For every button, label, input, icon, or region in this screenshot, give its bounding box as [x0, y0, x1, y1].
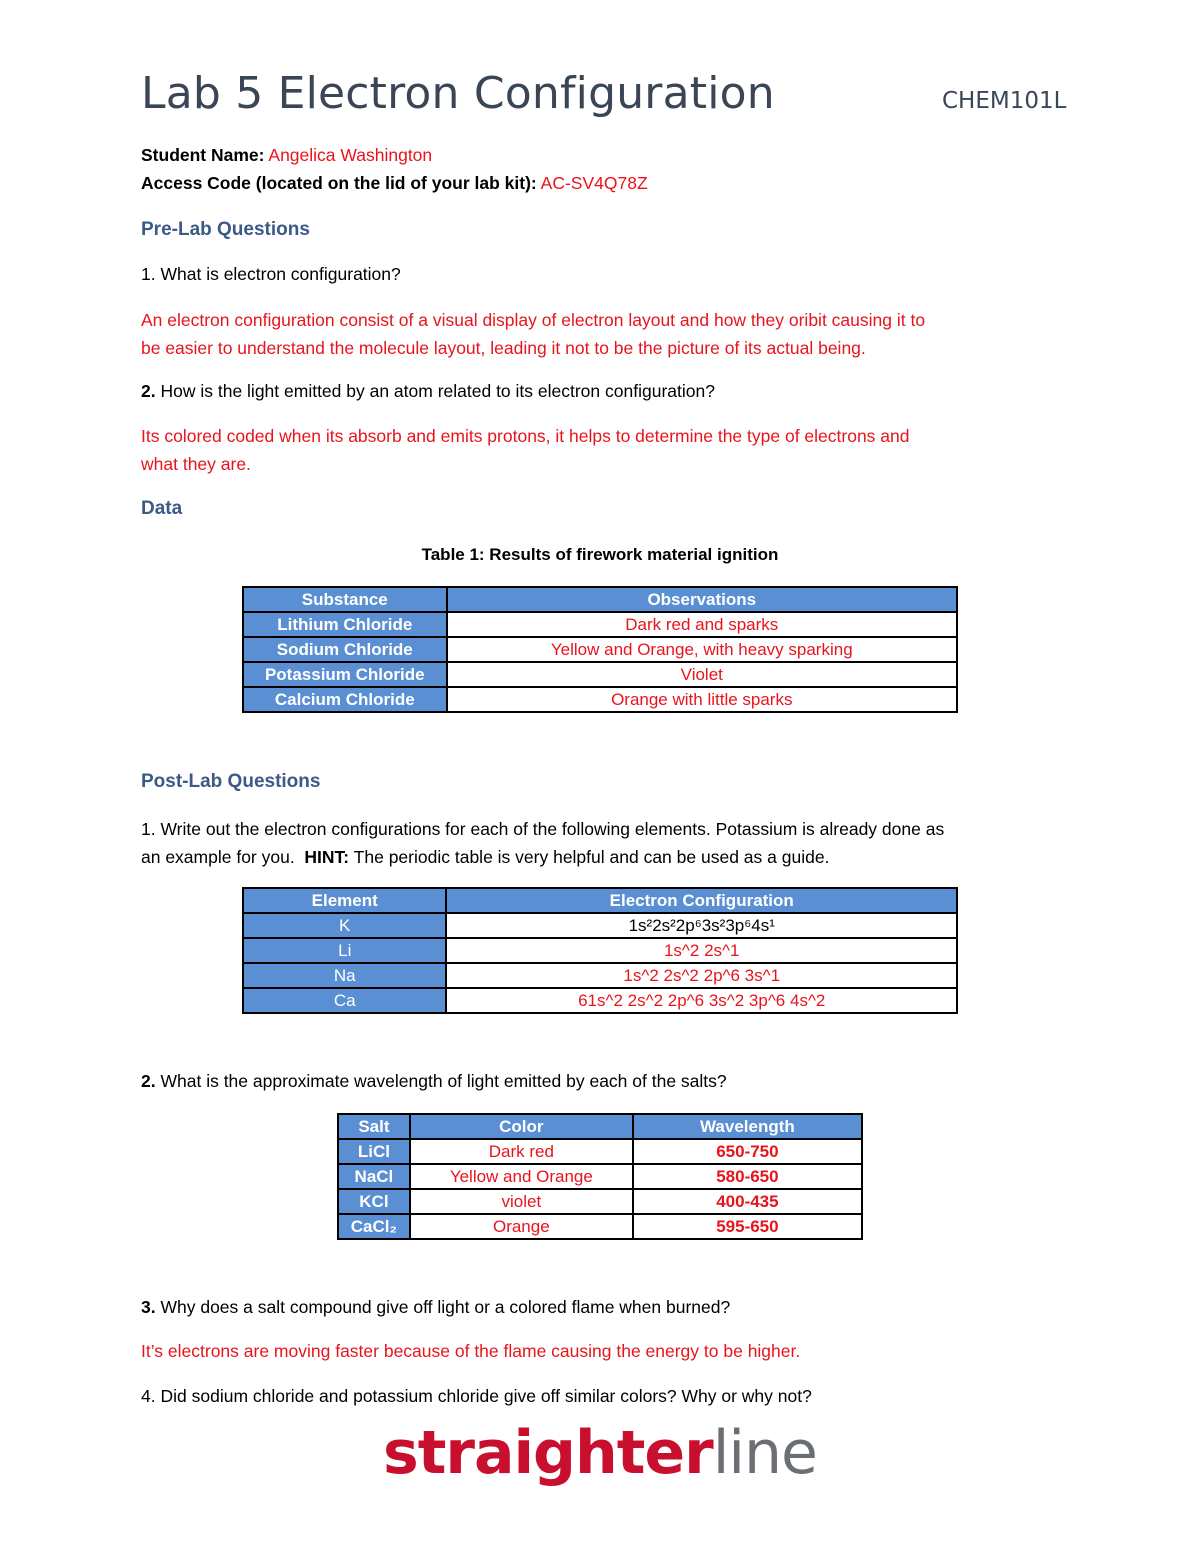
prelab-question-2: [141, 381, 715, 402]
column-header: Color: [410, 1114, 633, 1139]
postlab-q1-hint: HINT:: [304, 847, 350, 867]
table-row: [243, 612, 957, 637]
postlab-q1-line2a: an example for you.: [141, 847, 305, 867]
column-header: Wavelength: [633, 1114, 862, 1139]
table-row: [243, 938, 957, 963]
postlab-q4-number: 4.: [141, 1386, 156, 1406]
table-row: [338, 1164, 862, 1189]
straighterline-logo: [0, 1418, 1200, 1488]
prelab-q1-number: 1.: [141, 264, 156, 284]
prelab-q1-text: What is electron configuration?: [160, 264, 401, 284]
prelab-a2-line1: Its colored coded when its absorb and emits protons, it helps to determine the type of electrons and: [141, 426, 910, 446]
wavelength-cell: 580-650: [633, 1164, 862, 1189]
data-heading: Data: [141, 498, 183, 519]
table1-caption: Table 1: Results of firework material ignition: [421, 545, 779, 564]
wavelength-cell: 400-435: [633, 1189, 862, 1214]
postlab-question-1: [141, 815, 1091, 871]
prelab-q2-number: 2.: [141, 381, 156, 401]
postlab-q3-text: Why does a salt compound give off light or a colored flame when burned?: [160, 1297, 731, 1317]
prelab-heading: Pre-Lab Questions: [141, 219, 310, 240]
logo-text-primary: straighter: [383, 1418, 713, 1488]
table-row: [338, 1139, 862, 1164]
element-cell: Na: [243, 963, 446, 988]
prelab-question-1: [141, 264, 401, 285]
color-cell: Yellow and Orange: [410, 1164, 633, 1189]
observation-cell: Yellow and Orange, with heavy sparking: [447, 637, 957, 662]
postlab-answer-3: It’s electrons are moving faster because of the flame causing the energy to be higher.: [141, 1341, 801, 1361]
logo-text-secondary: line: [712, 1418, 817, 1488]
student-name-line: [141, 145, 432, 166]
prelab-answer-1: [141, 306, 1071, 362]
table-row: [243, 662, 957, 687]
observation-cell: Orange with little sparks: [447, 687, 957, 712]
color-cell: Orange: [410, 1214, 633, 1239]
access-code-label: Access Code (located on the lid of your lab kit):: [141, 173, 537, 193]
electron-config-table: [242, 887, 958, 1014]
postlab-question-3: [141, 1297, 730, 1318]
config-cell: 61s^2 2s^2 2p^6 3s^2 3p^6 4s^2: [446, 988, 957, 1013]
postlab-q4-text: Did sodium chloride and potassium chloride give off similar colors? Why or why not?: [160, 1386, 812, 1406]
prelab-q2-text: How is the light emitted by an atom related to its electron configuration?: [160, 381, 715, 401]
substance-cell: Sodium Chloride: [243, 637, 447, 662]
element-cell: K: [243, 913, 446, 938]
postlab-question-4: [141, 1386, 812, 1407]
column-header: Observations: [447, 587, 957, 612]
salt-cell: NaCl: [338, 1164, 410, 1189]
postlab-question-2: [141, 1071, 727, 1092]
postlab-q1-line1: Write out the electron configurations for each of the following elements. Potassium is already done as: [160, 819, 945, 839]
column-header: Element: [243, 888, 446, 913]
table-row: [243, 687, 957, 712]
postlab-q2-text: What is the approximate wavelength of light emitted by each of the salts?: [160, 1071, 727, 1091]
config-cell: 1s^2 2s^2 2p^6 3s^1: [446, 963, 957, 988]
prelab-answer-2: [141, 422, 1071, 478]
prelab-a1-line1: An electron configuration consist of a visual display of electron layout and how they oribit causing it to: [141, 310, 926, 330]
postlab-q3-number: 3.: [141, 1297, 156, 1317]
access-code-value: AC-SV4Q78Z: [540, 173, 648, 193]
observation-cell: Violet: [447, 662, 957, 687]
access-code-line: [141, 173, 648, 194]
substance-cell: Lithium Chloride: [243, 612, 447, 637]
table-row: [243, 637, 957, 662]
prelab-a2-line2: what they are.: [141, 454, 251, 474]
salt-cell: CaCl₂: [338, 1214, 410, 1239]
table-header-row: [243, 587, 957, 612]
postlab-q1-number: 1.: [141, 819, 156, 839]
page-title: Lab 5 Electron Configuration: [141, 68, 775, 119]
column-header: Substance: [243, 587, 447, 612]
element-cell: Li: [243, 938, 446, 963]
table-row: [338, 1214, 862, 1239]
color-cell: Dark red: [410, 1139, 633, 1164]
wavelength-table: [337, 1113, 863, 1240]
salt-cell: KCl: [338, 1189, 410, 1214]
table-header-row: [243, 888, 957, 913]
postlab-q2-number: 2.: [141, 1071, 156, 1091]
salt-cell: LiCl: [338, 1139, 410, 1164]
table-row: [338, 1189, 862, 1214]
student-name-value: Angelica Washington: [268, 145, 433, 165]
observation-cell: Dark red and sparks: [447, 612, 957, 637]
table-row: [243, 913, 957, 938]
table-header-row: [338, 1114, 862, 1139]
element-cell: Ca: [243, 988, 446, 1013]
config-cell: 1s^2 2s^1: [446, 938, 957, 963]
wavelength-cell: 650-750: [633, 1139, 862, 1164]
student-name-label: Student Name:: [141, 145, 265, 165]
prelab-a1-line2: be easier to understand the molecule layout, leading it not to be the picture of its actual being.: [141, 338, 866, 358]
color-cell: violet: [410, 1189, 633, 1214]
column-header: Salt: [338, 1114, 410, 1139]
substance-cell: Potassium Chloride: [243, 662, 447, 687]
column-header: Electron Configuration: [446, 888, 957, 913]
firework-results-table: [242, 586, 958, 713]
course-code: CHEM101L: [942, 88, 1067, 114]
substance-cell: Calcium Chloride: [243, 687, 447, 712]
config-cell: 1s²2s²2p⁶3s²3p⁶4s¹: [446, 913, 957, 938]
table-row: [243, 988, 957, 1013]
wavelength-cell: 595-650: [633, 1214, 862, 1239]
postlab-heading: Post-Lab Questions: [141, 771, 321, 792]
postlab-q1-line2b: The periodic table is very helpful and can be used as a guide.: [349, 847, 830, 867]
table-row: [243, 963, 957, 988]
